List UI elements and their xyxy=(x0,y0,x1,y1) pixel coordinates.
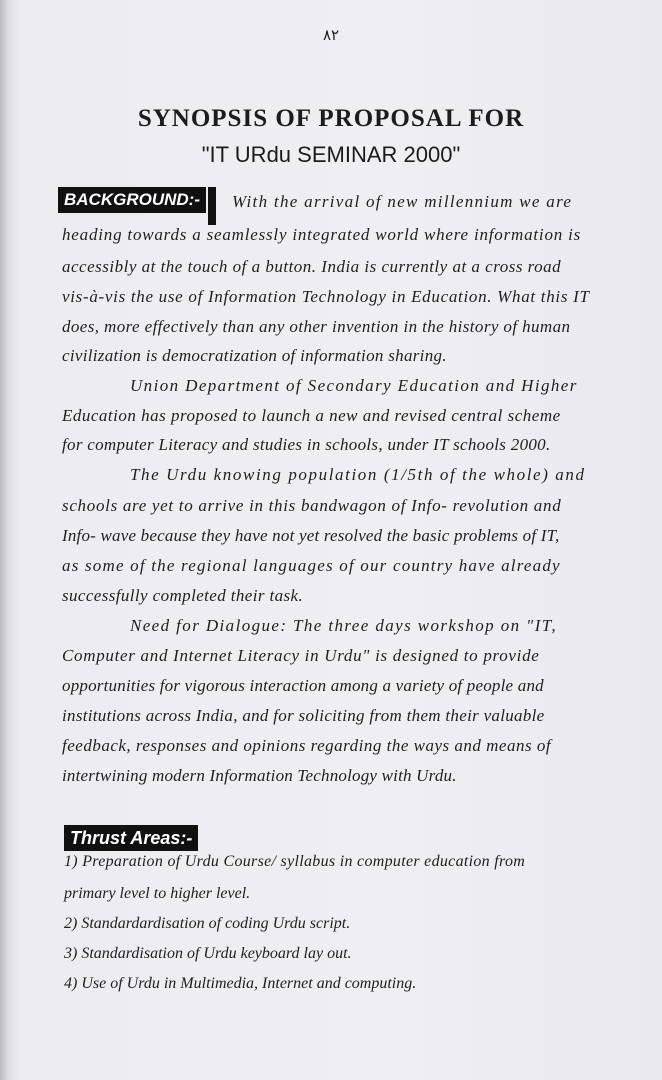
paragraph-line: accessibly at the touch of a button. India is currently at a cross road xyxy=(62,257,562,276)
paragraph-line: The Urdu knowing population (1/5th of the whole) and xyxy=(130,465,586,484)
document-title: SYNOPSIS OF PROPOSAL FOR xyxy=(137,105,525,132)
paragraph-line: heading towards a seamlessly integrated world where information is xyxy=(62,225,582,244)
paragraph-line: successfully completed their task. xyxy=(62,586,304,605)
background-heading: BACKGROUND:- xyxy=(58,187,206,213)
paragraph-line: for computer Literacy and studies in schools, under IT schools 2000. xyxy=(62,435,551,454)
paragraph-line: Computer and Internet Literacy in Urdu" is designed to provide xyxy=(62,646,540,665)
list-item: 1) Preparation of Urdu Course/ syllabus in computer education from xyxy=(64,853,526,870)
list-item: primary level to higher level. xyxy=(64,885,251,902)
paragraph-line: Info- wave because they have not yet resolved the basic problems of IT, xyxy=(62,526,560,545)
paragraph-line: civilization is democratization of information sharing. xyxy=(62,346,447,365)
list-item: 2) Standardardisation of coding Urdu script. xyxy=(64,915,351,932)
paragraph-line: schools are yet to arrive in this bandwagon of Info- revolution and xyxy=(62,496,562,515)
thrust-areas-heading: Thrust Areas:- xyxy=(64,825,198,851)
paragraph-line: intertwining modern Information Technology with Urdu. xyxy=(62,766,457,785)
paragraph-line: Need for Dialogue: The three days workshop on "IT, xyxy=(130,616,558,635)
list-item: 4) Use of Urdu in Multimedia, Internet and computing. xyxy=(64,975,417,992)
paragraph-line: Education has proposed to launch a new and revised central scheme xyxy=(62,406,561,425)
list-item: 3) Standardisation of Urdu keyboard lay out. xyxy=(64,945,352,962)
paragraph-line: as some of the regional languages of our country have already xyxy=(62,556,561,575)
paragraph-line: opportunities for vigorous interaction among a variety of people and xyxy=(62,676,544,695)
paragraph-line: With the arrival of new millennium we are xyxy=(232,192,573,211)
page-number: ٨۲ xyxy=(322,28,340,44)
paragraph-line: vis-à-vis the use of Information Technology in Education. What this IT xyxy=(62,287,590,306)
document-subtitle: "IT URdu SEMINAR 2000" xyxy=(201,142,461,167)
paragraph-line: Union Department of Secondary Education and Higher xyxy=(130,376,578,395)
paragraph-line: institutions across India, and for soliciting from them their valuable xyxy=(62,706,545,725)
paragraph-line: does, more effectively than any other invention in the history of human xyxy=(62,317,571,336)
paragraph-line: feedback, responses and opinions regarding the ways and means of xyxy=(62,736,552,755)
